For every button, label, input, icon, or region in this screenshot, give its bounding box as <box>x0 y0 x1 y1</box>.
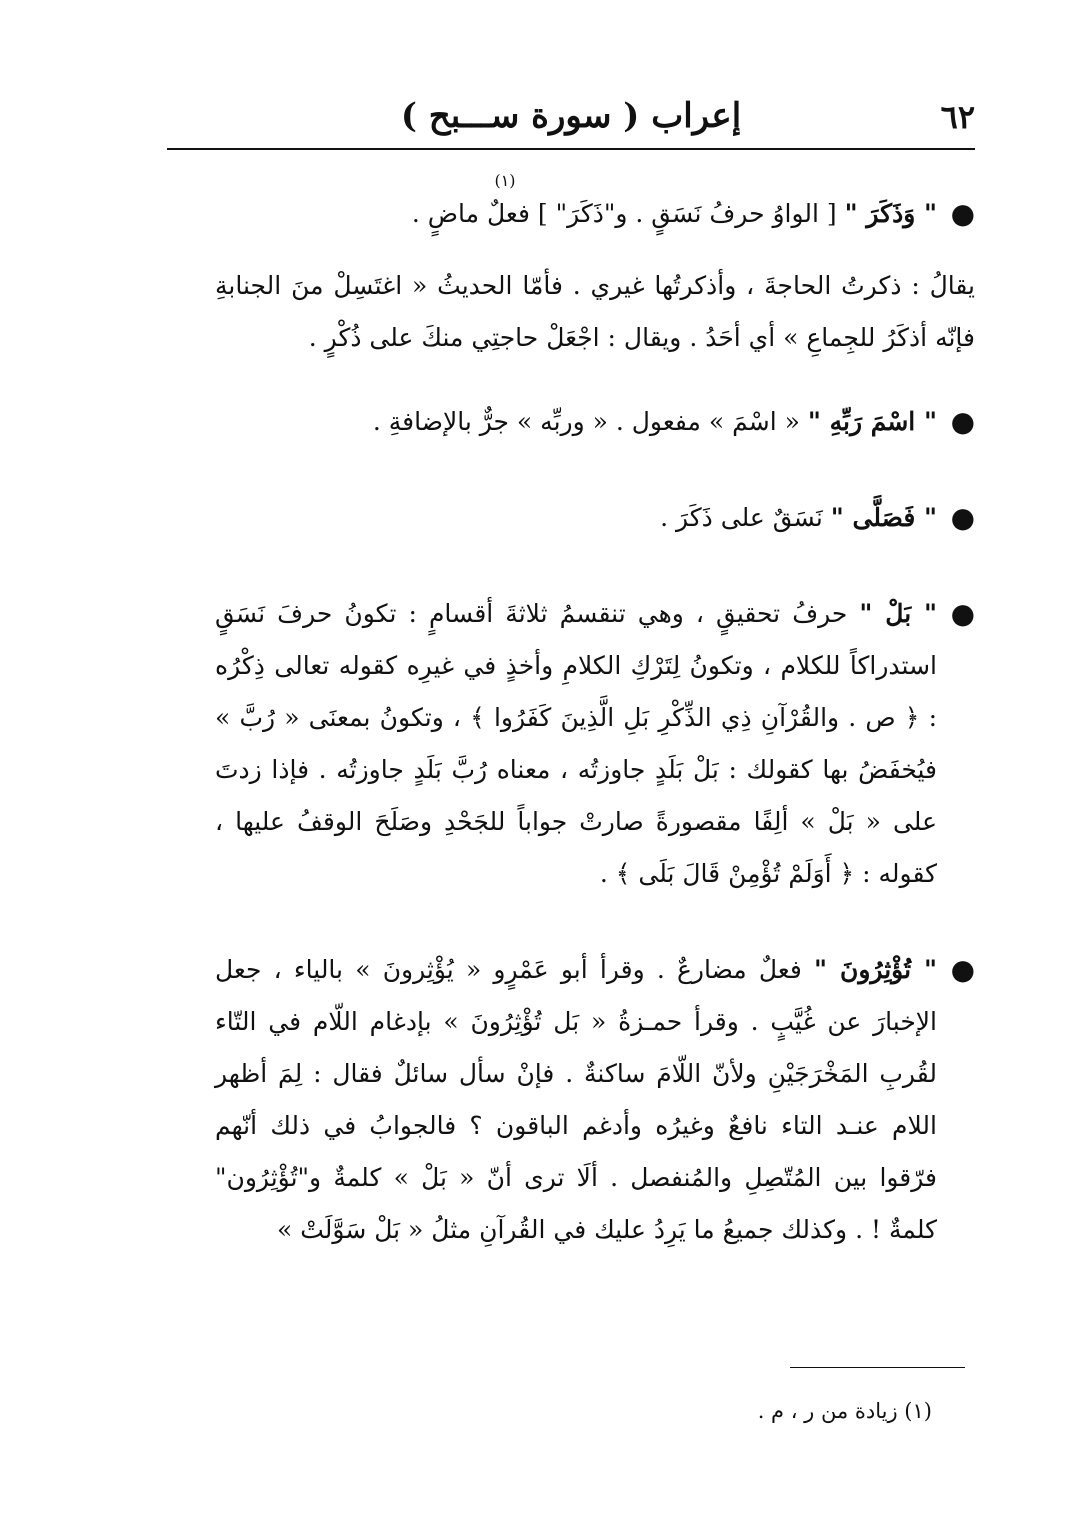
entry-keyword: " بَلْ " <box>859 599 937 628</box>
page-number: ٦٢ <box>940 98 975 136</box>
entry-text: نَسَقٌ على ذَكَرَ . <box>660 503 823 532</box>
main-text <box>215 172 975 1256</box>
entry-bal <box>215 588 975 900</box>
header-rule <box>167 148 975 150</box>
entry-text: [ الواوُ حرفُ نَسَقٍ . و"ذَكَرَ" ] فعلٌ ماضٍ . <box>411 199 837 228</box>
entry-wa-dhakara <box>215 188 975 240</box>
paragraph-dhikr: يقالُ : ذكرتُ الحاجةَ ، وأذكرتُها غيري . فأمّا الحديثُ « اغتَسِلْ منَ الجنابةِ فإنّه أذكَرُ للجِماعِ » أي أحَدُ . ويقال : اجْعَلْ حاجتِي منكَ على ذُكْرٍ . <box>215 271 975 352</box>
entry-ism-rabbihi <box>215 396 975 448</box>
entry-text: فعلٌ مضارعٌ . وقرأ أبو عَمْرٍو « يُؤْثِرونَ » بالياء ، جعل الإخبارَ عن غُيَّبٍ . وقرأ حمـزةُ « بَل تُؤْثِرُونَ » بإدغام اللّام في التّاء لقُربِ المَخْرَجَيْنِ ولأنّ اللّامَ ساكنةٌ . فإنْ سأل سائلٌ فقال : لِمَ أظهر اللام عنـد التاء نافعٌ وغيرُه وأدغم الباقون ؟ فالجوابُ في ذلك أنّهم فرّقوا بين المُتّصِلِ والمُنفصل . ألَا ترى أنّ « بَلْ » كلمةٌ و"تُؤْثِرُون" كلمةٌ ! . وكذلك جميعُ ما يَرِدُ عليك في القُرآنِ مثلُ « بَلْ سَوَّلَتْ » <box>215 955 937 1244</box>
entry-tuthiruna <box>215 944 975 1256</box>
bullet-icon: ● <box>950 197 975 230</box>
footnote: (١) زيادة من ر ، م . <box>757 1399 932 1423</box>
entry-keyword: " فَصَلَّى " <box>830 503 937 532</box>
entry-fasalla <box>215 492 975 544</box>
running-title: إعراب ( سورة ســـبح ) <box>400 96 742 136</box>
entry-text: « اسْمَ » مفعول . « وربِّه » جرٌّ بالإضافةِ . <box>372 407 800 436</box>
entry-keyword: " وَذَكَرَ " <box>844 199 937 228</box>
footnote-reference: (١) <box>494 171 516 190</box>
entry-text: حرفُ تحقيقٍ ، وهي تنقسمُ ثلاثةَ أقسامٍ : تكونُ حرفَ نَسَقٍ استدراكاً للكلام ، وتكونُ لِتَرْكِ الكلامِ وأخذٍ في غيرِه كقوله تعالى ذِكْرُه : ﴿ ص . والقُرْآنِ ذِي الذِّكْرِ بَلِ الَّذِينَ كَفَرُوا ﴾ ، وتكونُ بمعنَى « رُبَّ » فيُخفَضُ بها كقولك : بَلْ بَلَدٍ جاوزتُه ، معناه رُبَّ بَلَدٍ جاوزتُه . فإذا زدتَ على « بَلْ » ألِفًا مقصورةً صارتْ جواباً للجَحْدِ وصَلَحَ الوقفُ عليها ، كقوله : ﴿ أَوَلَمْ تُؤْمِنْ قَالَ بَلَى ﴾ . <box>215 599 937 888</box>
bullet-icon: ● <box>950 597 975 630</box>
entry-keyword: " اسْمَ رَبِّهِ " <box>807 407 937 436</box>
bullet-icon: ● <box>950 953 975 986</box>
entry-keyword: " تُؤْثِرُونَ " <box>814 955 938 984</box>
bullet-icon: ● <box>950 405 975 438</box>
page-header <box>167 88 975 140</box>
bullet-icon: ● <box>950 501 975 534</box>
footnote-rule <box>790 1367 965 1368</box>
